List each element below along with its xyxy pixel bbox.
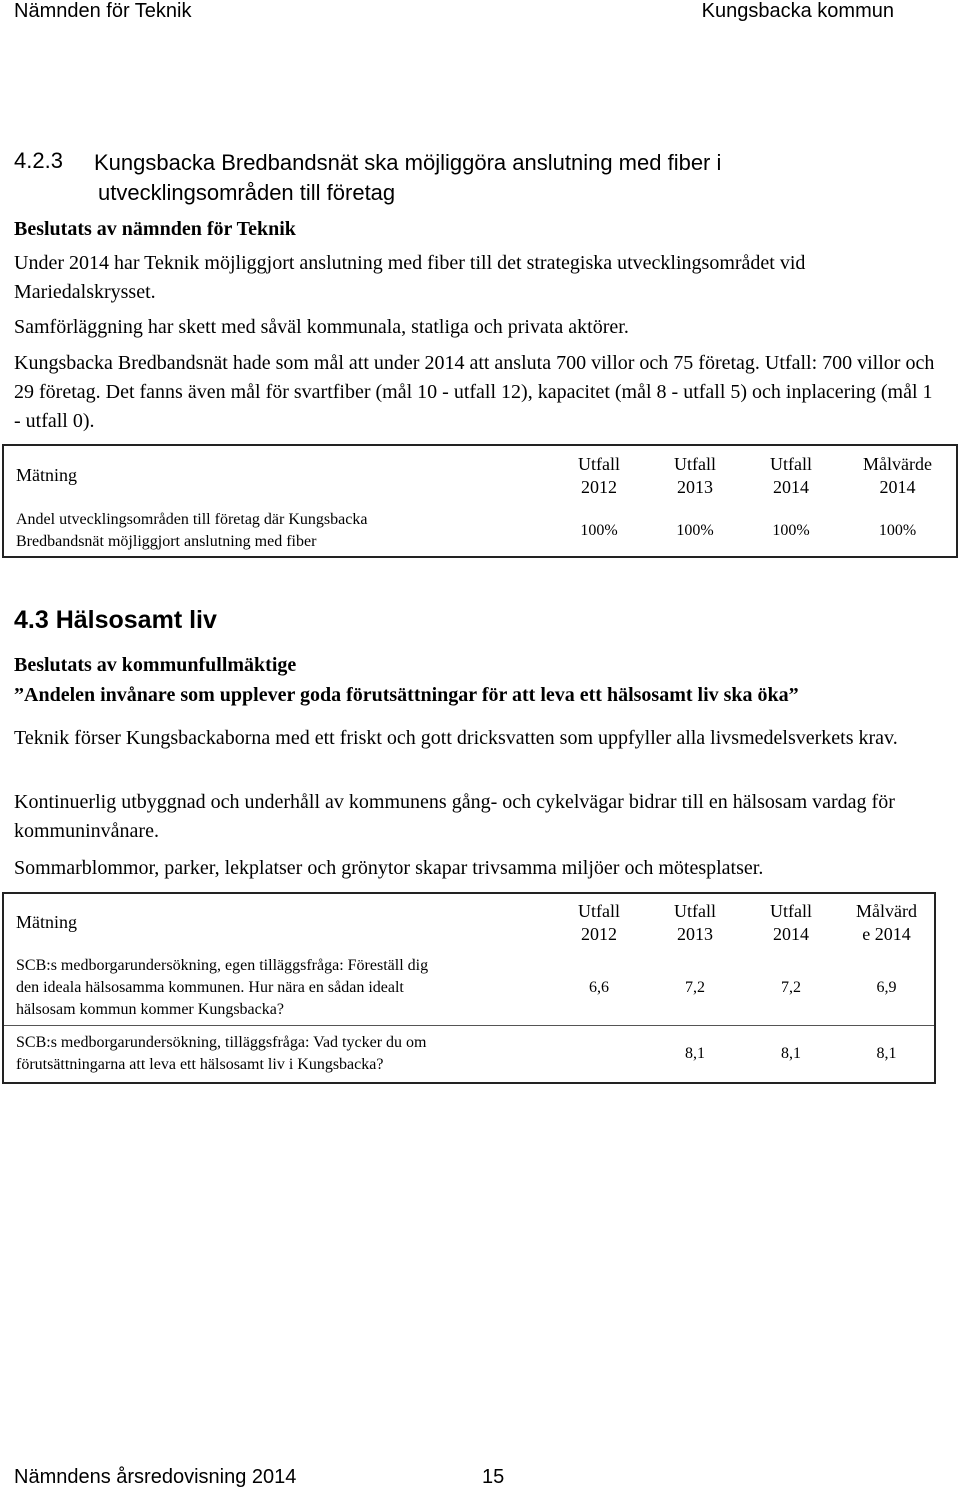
col-header-utfall-2012: Utfall 2012 [578, 900, 620, 944]
col-header-matning: Mätning [16, 465, 77, 485]
paragraph-6-text: Sommarblommor, parker, lekplatser och grönytor skapar trivsamma miljöer och mötesplatser. [14, 857, 764, 879]
cell-value: 100% [580, 521, 618, 539]
col-header-utfall-2013: Utfall 2013 [674, 900, 716, 944]
section-title [94, 148, 721, 208]
section-number: 4.2.3 [14, 148, 63, 173]
cell-value: 8,1 [743, 1025, 839, 1083]
col-header-utfall-2012: Utfall 2012 [578, 453, 620, 497]
col-header-utfall-2013: Utfall 2013 [674, 453, 716, 497]
section-title-line2: utvecklingsområden till företag [98, 180, 396, 205]
header-right: Kungsbacka kommun [701, 0, 894, 22]
paragraph-5-text: Kontinuerlig utbyggnad och underhåll av kommunens gång- och cykelvägar bidrar till en hälsosam vardag för kommuninvånare. [14, 791, 895, 842]
table-row [3, 1025, 935, 1083]
col-header-matning: Mätning [16, 912, 77, 932]
cell-value: 8,1 [647, 1025, 743, 1083]
footer-title: Nämndens årsredovisning 2014 [14, 1466, 297, 1488]
paragraph-1-text: Under 2014 har Teknik möjliggjort anslutning med fiber till det strategiska utvecklingsområdet vid Mariedalskrysset. [14, 252, 806, 303]
decision-label: Beslutats av nämnden för Teknik [14, 218, 296, 240]
col-header-malvarde-2014: Målvärde 2014 [863, 453, 932, 497]
table-row [3, 505, 957, 557]
paragraph-4 [14, 724, 944, 753]
section-heading-4-3: 4.3 Hälsosamt liv [14, 606, 217, 634]
paragraph-3 [14, 349, 944, 436]
page-number: 15 [482, 1466, 505, 1488]
paragraph-6 [14, 854, 944, 883]
row-description: SCB:s medborgarundersökning, tilläggsfråga: Vad tycker du om förutsättningarna att leva ett hälsosamt liv i Kungsbacka? [3, 1025, 551, 1083]
cell-value: 7,2 [685, 978, 705, 996]
cell-value: 8,1 [839, 1025, 935, 1083]
header-left: Nämnden för Teknik [14, 0, 192, 22]
cell-value: 6,6 [589, 978, 609, 996]
cell-value [551, 1025, 647, 1083]
table-row [3, 951, 935, 1025]
table-header-row [3, 445, 957, 505]
paragraph-2 [14, 313, 944, 342]
cell-value: 100% [772, 521, 810, 539]
col-header-utfall-2014: Utfall 2014 [770, 453, 812, 497]
paragraph-3-text: Kungsbacka Bredbandsnät hade som mål att under 2014 att ansluta 700 villor och 75 företag. Utfall: 700 villor och 29 företag. Det fanns även mål för svartfiber (mål 10 - utfall 12), kapacitet (mål 8 - utfall 5) och inplacering (mål 1 - utfall 0). [14, 352, 935, 432]
table-header-row [3, 893, 935, 951]
cell-value: 6,9 [876, 978, 897, 996]
paragraph-2-text: Samförläggning har skett med såväl kommunala, statliga och privata aktörer. [14, 316, 629, 338]
cell-value: 100% [878, 521, 917, 539]
cell-value: 100% [676, 521, 714, 539]
paragraph-5 [14, 788, 944, 846]
cell-value: 7,2 [781, 978, 801, 996]
measurement-table-2 [2, 892, 936, 1084]
col-header-utfall-2014: Utfall 2014 [770, 900, 812, 944]
goal-quote: ”Andelen invånare som upplever goda förutsättningar för att leva ett hälsosamt liv ska öka” [14, 684, 799, 706]
measurement-table-1 [2, 444, 958, 558]
col-header-malvarde-2014: Målvärd e 2014 [856, 900, 917, 944]
paragraph-4-text: Teknik förser Kungsbackaborna med ett friskt och gott dricksvatten som uppfyller alla livsmedelsverkets krav. [14, 727, 898, 749]
decision-label-kf: Beslutats av kommunfullmäktige [14, 654, 297, 676]
paragraph-1 [14, 249, 944, 307]
row-description: SCB:s medborgarundersökning, egen tilläggsfråga: Föreställ dig den ideala hälsosamma kommunen. Hur nära en sådan idealt hälsosam kommun kommer Kungsbacka? [16, 956, 429, 1018]
section-title-line1: Kungsbacka Bredbandsnät ska möjliggöra anslutning med fiber i [94, 150, 722, 175]
row-description: Andel utvecklingsområden till företag där Kungsbacka Bredbandsnät möjliggjort anslutning med fiber [16, 510, 368, 550]
